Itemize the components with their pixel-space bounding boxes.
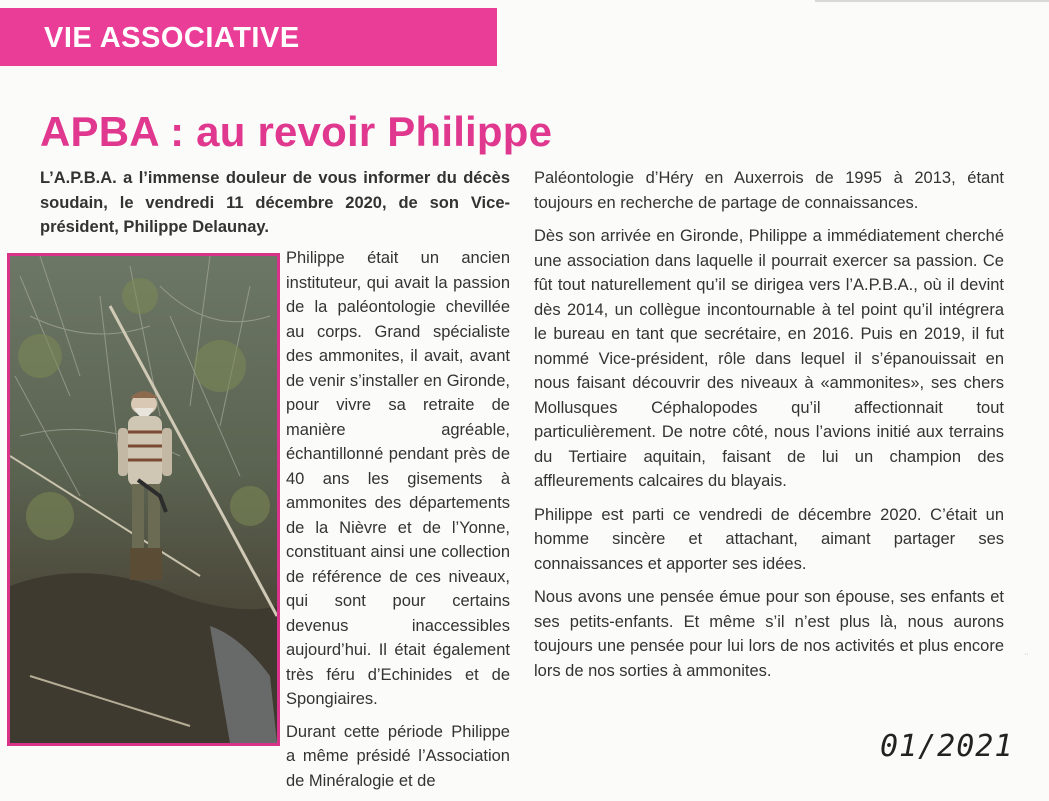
scan-mark: ··: [1024, 651, 1029, 658]
paragraph: Dès son arrivée en Gironde, Philippe a immédiatement cherché une association dans laquelle il pourrait exercer sa passion. Ce fût tout naturellement qu’il se dirigea vers l’A.P.B.A., où il devint dès 2014, un collègue incontournable à tel point qu’il intégrera le bureau en tant que secrétaire, en 2016. Puis en 2019, il fut nommé Vice-président, rôle dans lequel il s’épanouissait en nous faisant découvrir des niveaux à «ammonites», ses chers Mollusques Céphalopodes qu’il affectionnait tout particulièrement. De notre côté, nous l’avions initié aux terrains du Tertiaire aquitain, faisant de lui un champion des affleurements calcaires du blayais.: [534, 227, 1004, 490]
handwritten-date: 01/2021: [880, 729, 1014, 764]
paragraph: Durant cette période Philippe a même présidé l’Association de Minéralogie et de: [286, 722, 510, 790]
section-banner: [0, 8, 497, 66]
paragraph: Philippe est parti ce vendredi de décembre 2020. C’était un homme sincère et attachant, aimant partager ses connaissances et apporter ses idées.: [534, 505, 1004, 573]
article-photo: [7, 253, 280, 746]
article-title: APBA : au revoir Philippe: [40, 108, 553, 155]
right-column: [534, 166, 1004, 692]
scan-edge-line: [815, 0, 1049, 2]
left-column: [40, 166, 510, 240]
paragraph: Nous avons une pensée émue pour son épouse, ses enfants et ses petits-enfants. Et même s’il n’est plus là, nous aurons toujours une pensée pour lui lors de nos activités et plus encore lors de nos sorties à ammonites.: [534, 588, 1004, 680]
photo-illustration: [10, 256, 277, 743]
article-lead: L’A.P.B.A. a l’immense douleur de vous informer du décès soudain, le vendredi 11 décembre 2020, de son Vice-président, Philippe Delaunay.: [40, 169, 510, 236]
section-label: VIE ASSOCIATIVE: [44, 22, 300, 54]
narrow-column: [286, 246, 510, 801]
paragraph: Philippe était un ancien instituteur, qui avait la passion de la paléontologie chevillée au corps. Grand spécialiste des ammonites, il avait, avant de venir s’installer en Gironde, pour vivre sa retraite de manière agréable, échantillonné pendant près de 40 ans les gisements à ammonites des départements de la Nièvre et de l’Yonne, constituant ainsi une collection de référence de ces niveaux, qui sont pour certains devenus inaccessibles aujourd’hui. Il était également très féru d’Echinides et de Spongiaires.: [286, 249, 510, 708]
paragraph: Paléontologie d’Héry en Auxerrois de 1995 à 2013, étant toujours en recherche de partage de connaissances.: [534, 169, 1004, 212]
